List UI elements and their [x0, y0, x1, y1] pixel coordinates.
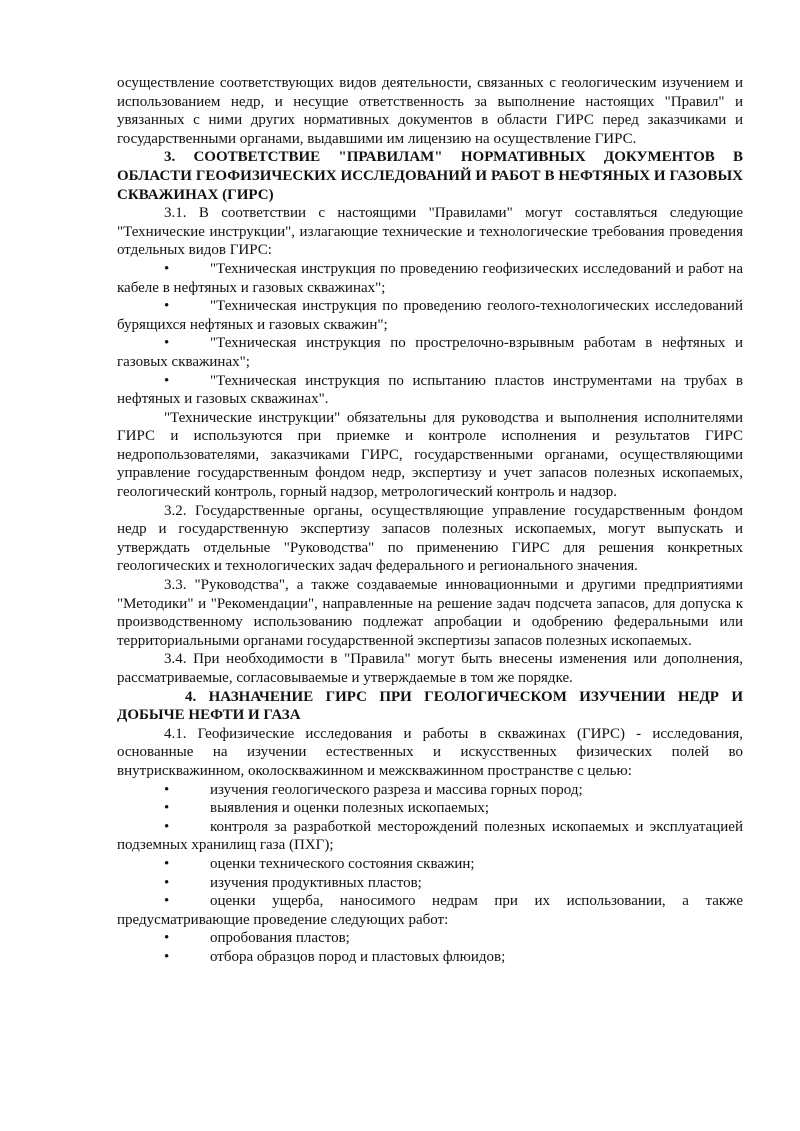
bullet-icon: • [164, 893, 170, 910]
paragraph-3-3: 3.3. "Руководства", а также создаваемые инновационными и другими предприятиями "Методики" и "Рекомендации", направленные на решение задач подсчета запасов, для допуска к производственному использованию подлежат апробации и одобрению федеральными или территориальными органами государственной экспертизы запасов полезных ископаемых. [117, 577, 743, 649]
bullet-icon: • [164, 818, 170, 835]
list-item [117, 372, 743, 409]
paragraph-3-2: 3.2. Государственные органы, осуществляющие управление государственным фондом недр и государственную экспертизу запасов полезных ископаемых, могут выпускать и утверждать отдельные "Руководства" по применению ГИРС для решения конкретных геологических и технологических задач федерального и регионального значения. [117, 502, 743, 575]
list-item-text: изучения продуктивных пластов; [210, 874, 422, 891]
list-item [117, 334, 743, 371]
list-item-text: отбора образцов пород и пластовых флюидов; [210, 948, 506, 965]
bullet-icon: • [164, 335, 170, 352]
paragraph-3-1: 3.1. В соответствии с настоящими "Правилами" могут составляться следующие "Технические инструкции", излагающие технические и технологические требования проведения отдельных видов ГИРС: [117, 205, 743, 259]
list-item-text: выявления и оценки полезных ископаемых; [210, 800, 490, 817]
list-item [117, 855, 743, 874]
bullet-icon: • [164, 298, 170, 315]
section-3-heading: 3. СООТВЕТСТВИЕ "ПРАВИЛАМ" НОРМАТИВНЫХ ДОКУМЕНТОВ В ОБЛАСТИ ГЕОФИЗИЧЕСКИХ ИССЛЕДОВАНИЙ И РАБОТ В НЕФТЯНЫХ И ГАЗОВЫХ СКВАЖИНАХ (ГИРС) [117, 149, 743, 203]
bullet-icon: • [164, 874, 170, 891]
list-item [117, 297, 743, 334]
list-item [117, 929, 743, 948]
list-item [117, 818, 743, 855]
list-item-text: "Техническая инструкция по проведению геолого-технологических исследований бурящихся нефтяных и газовых скважин"; [117, 298, 743, 333]
list-item-text: "Техническая инструкция по проведению геофизических исследований и работ на кабеле в нефтяных и газовых скважинах"; [117, 260, 743, 296]
list-item [117, 892, 743, 929]
list-item [117, 874, 743, 893]
list-item [117, 260, 743, 297]
paragraph-3-1-tail: "Технические инструкции" обязательны для руководства и выполнения исполнителями ГИРС и используются при приемке и контроле исполнения и результатов ГИРС недропользователями, заказчиками ГИРС, государственными органами, осуществляющими управление государственным фондом недр, экспертизу и учет запасов полезных ископаемых, геологический контроль, горный надзор, метрологический контроль и надзор. [117, 409, 743, 501]
list-item-text: оценки ущерба, наносимого недрам при их использовании, а также предусматривающие проведение следующих работ: [117, 893, 743, 928]
list-item-text: оценки технического состояния скважин; [210, 855, 475, 872]
bullet-icon: • [164, 372, 170, 389]
section-4-heading: 4. НАЗНАЧЕНИЕ ГИРС ПРИ ГЕОЛОГИЧЕСКОМ ИЗУЧЕНИИ НЕДР И ДОБЫЧЕ НЕФТИ И ГАЗА [117, 688, 743, 724]
bullet-icon: • [164, 260, 170, 277]
list-item [117, 799, 743, 818]
paragraph-4-1: 4.1. Геофизические исследования и работы в скважинах (ГИРС) - исследования, основанные на изучении естественных и искусственных физических полей во внутрискважинном, околоскважинном и межскважинном пространстве с целью: [117, 725, 743, 779]
list-item [117, 948, 743, 967]
document-page [117, 74, 743, 967]
list-item-text: "Техническая инструкция по прострелочно-взрывным работам в нефтяных и газовых скважинах"; [117, 335, 743, 370]
bullet-icon: • [164, 781, 170, 798]
bullet-icon: • [164, 948, 170, 965]
bullet-icon: • [164, 855, 170, 872]
list-item-text: "Техническая инструкция по испытанию пластов инструментами на трубах в нефтяных и газовых скважинах". [117, 372, 743, 408]
paragraph-3-4: 3.4. При необходимости в "Правила" могут быть внесены изменения или дополнения, рассматриваемые, согласовываемые и утверждаемые в том же порядке. [117, 651, 743, 686]
list-item-text: контроля за разработкой месторождений полезных ископаемых и эксплуатацией подземных хранилищ газа (ПХГ); [117, 818, 743, 854]
list-item-text: опробования пластов; [210, 930, 350, 947]
intro-paragraph: осуществление соответствующих видов деятельности, связанных с геологическим изучением и использованием недр, и несущие ответственность за выполнение настоящих "Правил" и увязанных с ними других нормативных документов в области ГИРС перед заказчиками и государственными органами, выдавшими им лицензию на осуществление ГИРС. [117, 75, 743, 147]
bullet-icon: • [164, 800, 170, 817]
list-item-text: изучения геологического разреза и массива горных пород; [210, 781, 583, 798]
bullet-icon: • [164, 930, 170, 947]
list-item [117, 781, 743, 800]
